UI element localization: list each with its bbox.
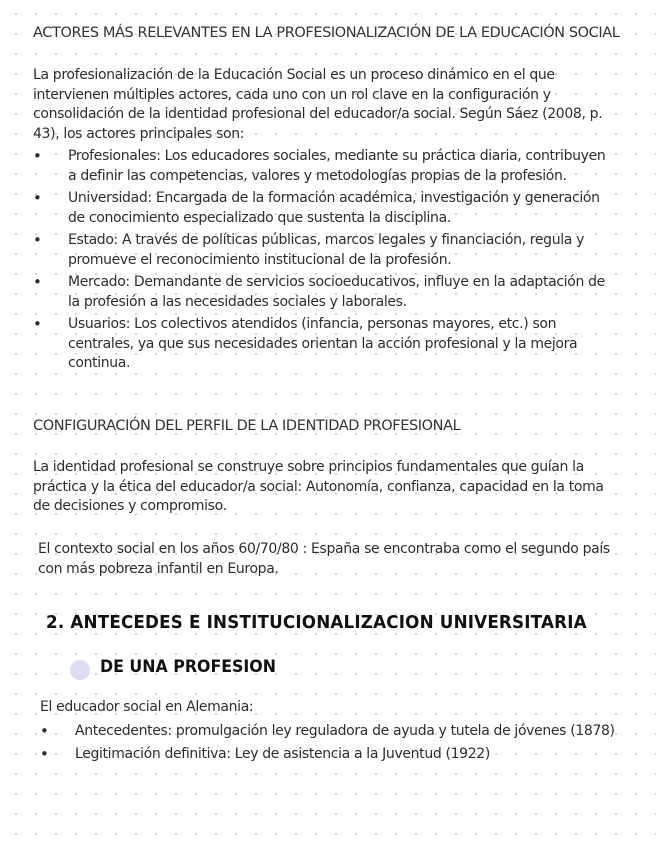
germany-list [40,722,620,767]
actors-list [33,147,613,377]
identity-paragraph: La identidad profesional se construye sobre principios fundamentales que guían la práctica y la ética del educador/a social: Autonomía, confianza, capacidad en la toma de decisiones y compromiso. [33,459,604,514]
list-item: • Antecedentes: promulgación ley reguladora de ayuda y tutela de jóvenes (1878) [40,722,620,742]
section-title-antecedentes: 2. ANTECEDES E INSTITUCIONALIZACION UNIVERSITARIA [46,612,587,633]
circle-bullet-icon [70,660,90,680]
list-item: • Profesionales: Los educadores sociales, mediante su práctica diaria, contribuyen a definir las competencias, valores y metodologías propias de la profesión. [33,147,613,186]
list-item: • Mercado: Demandante de servicios socioeducativos, influye en la adaptación de la profesión a las necesidades sociales y laborales. [33,273,613,312]
context-paragraph: El contexto social en los años 60/70/80 : España se encontraba como el segundo país con más pobreza infantil en Europa. [38,541,610,577]
list-item: • Universidad: Encargada de la formación académica, investigación y generación de conocimiento especializado que sustenta la disciplina. [33,189,613,228]
section-heading-actores: ACTORES MÁS RELEVANTES EN LA PROFESIONALIZACIÓN DE LA EDUCACIÓN SOCIAL [33,25,620,41]
germany-intro: El educador social en Alemania: [40,699,254,715]
intro-paragraph: La profesionalización de la Educación Social es un proceso dinámico en el que intervienen múltiples actores, cada uno con un rol clave en la configuración y consolidación de la identidad profesional del educador/a social. Según Sáez (2008, p. 43), los actores principales son: [33,67,603,142]
section-heading-identidad: CONFIGURACIÓN DEL PERFIL DE LA IDENTIDAD PROFESIONAL [33,418,461,434]
list-item: • Legitimación definitiva: Ley de asistencia a la Juventud (1922) [40,745,620,765]
section-subtitle: DE UNA PROFESION [100,657,276,677]
list-item: • Usuarios: Los colectivos atendidos (infancia, personas mayores, etc.) son centrales, ya que sus necesidades orientan la acción profesional y la mejora continua. [33,315,613,374]
list-item: • Estado: A través de políticas públicas, marcos legales y financiación, regula y promueve el reconocimiento institucional de la profesión. [33,231,613,270]
